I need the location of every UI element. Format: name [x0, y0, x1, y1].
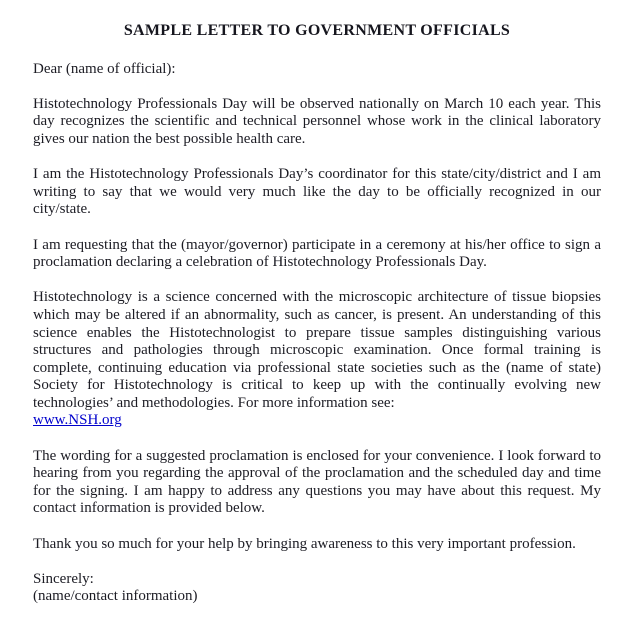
signature-placeholder: (name/contact information)	[33, 588, 198, 605]
paragraph-science-description: Histotechnology is a science concerned with the microscopic architecture of tissue biopsies which may be altered if an abnormality, such as cancer, is present. An understanding of this science enables the Histotechnologist to prepare tissue samples distinguishing various structures and pathologies through microscopic examination. Once formal training is complete, continuing education via professional state societies such as the (name of state) Society for Histotechnology is critical to keep up with the continually evolving new technologies’ and methodologies. For more information see:	[33, 289, 601, 411]
paragraph-coordinator: I am the Histotechnology Professionals Day’s coordinator for this state/city/district and I am writing to say that we would very much like the day to be officially recognized in our city/state.	[33, 166, 601, 218]
link-line	[33, 412, 601, 430]
salutation: Dear (name of official):	[33, 60, 176, 77]
paragraph-thanks: Thank you so much for your help by bringing awareness to this very important profession.	[33, 535, 576, 552]
paragraph-request: I am requesting that the (mayor/governor) participate in a ceremony at his/her office to sign a proclamation declaring a celebration of Histotechnology Professionals Day.	[33, 236, 601, 271]
paragraph-proclamation-wording: The wording for a suggested proclamation is enclosed for your convenience. I look forward to hearing from you regarding the approval of the proclamation and the scheduled day and time for the signing. I am happy to address any questions you may have about this request. My contact information is provided below.	[33, 447, 601, 517]
nsh-website-link[interactable]: www.NSH.org	[33, 412, 122, 429]
paragraph-observance: Histotechnology Professionals Day will be observed nationally on March 10 each year. This day recognizes the scientific and technical personnel whose work in the clinical laboratory gives our nation the best possible health care.	[33, 95, 601, 147]
closing: Sincerely:	[33, 570, 94, 587]
letter-title: SAMPLE LETTER TO GOVERNMENT OFFICIALS	[123, 22, 511, 39]
